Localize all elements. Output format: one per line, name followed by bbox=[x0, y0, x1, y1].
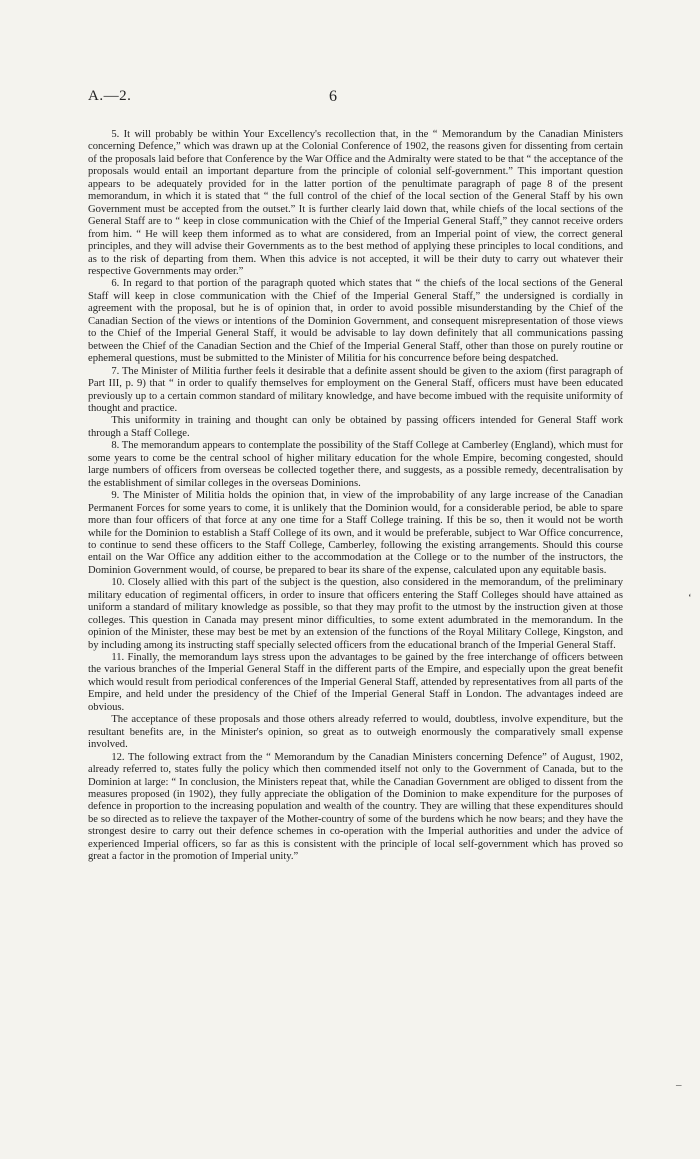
paragraph-9: 9. The Minister of Militia holds the opinion that, in view of the improbability of any large increase of the Canadian Permanent Forces for some years to come, it is unlikely that the Dominion would, for a considerable period, be able to spare more than four officers of that force at any one time for a Staff College training. If this be so, then it would not be worth while for the Dominion to establish a Staff College of its own, and it would be preferable, subject to War Office concurrence, to continue to send these officers to the Staff College, Camberley, following the existing arrangements. Should this course entail on the War Office any addition either to the accommodation at the College or to the number of the instructors, the Dominion Government would, of course, be prepared to bear its share of the expense, calculated upon any equitable basis. bbox=[88, 490, 623, 576]
paragraph-5: 5. It will probably be within Your Excellency's recollection that, in the “ Memorandum by the Canadian Ministers concerning Defence,” which was drawn up at the Colonial Conference of 1902, the reasons given for dissenting from certain of the proposals laid before that Conference by the War Office and the Admiralty were stated to be that “ the acceptance of the proposals would entail an important departure from the principle of colonial self-government.” This important question appears to be adequately provided for in the latter portion of the penultimate paragraph of page 8 of the present memorandum, in which it is stated that “ the full control of the chief of the local section of the General Staff by his own Government must be accepted from the outset.” It is further clearly laid down that, while chiefs of the local sections of the General Staff are to “ keep in close communication with the Chief of the Imperial General Staff,” they cannot receive orders from him. “ He will keep them informed as to what are considered, from an Imperial point of view, the correct general principles, and they will advise their Governments as to the best method of applying these principles to local conditions, and as to the risk of departing from them. When this advice is not accepted, it will be their duty to carry out whatever their respective Governments may order.” bbox=[88, 129, 623, 277]
paragraph-10: 10. Closely allied with this part of the subject is the question, also considered in the memorandum, of the preliminary military education of regimental officers, in order to insure that officers entering the Staff Colleges should have attained as uniform a standard of military knowledge as possible, so that they may profit to the utmost by the instruction given at those colleges. This question in Canada may present minor difficulties, to some extent adumbrated in the memorandum. In the opinion of the Minister, these may best be met by an extension of the functions of the Royal Military College, Kingston, and by including among its instructing staff specially selected officers from the educational branch of the Imperial General Staff. bbox=[88, 577, 623, 651]
paragraph-7: 7. The Minister of Militia further feels it desirable that a definite assent should be given to the axiom (first paragraph of Part III, p. 9) that “ in order to qualify themselves for employment on the General Staff, officers must have been educated previously up to a certain common standard of military knowledge, and have become imbued with the requisite uniformity of thought and practice. bbox=[88, 365, 623, 414]
margin-mark: ‘ bbox=[688, 592, 692, 604]
paragraph-11: 11. Finally, the memorandum lays stress upon the advantages to be gained by the free interchange of officers between the various branches of the Imperial General Staff in the different parts of the Empire, and especially upon the great benefit which would result from periodical conferences of the Imperial General Staff, attended by representatives from all parts of the Empire, and held under the presidency of the Chief of the Imperial General Staff in London. The advantages indeed are obvious. bbox=[88, 652, 623, 713]
page-header bbox=[88, 88, 608, 108]
paragraph-12: 12. The following extract from the “ Memorandum by the Canadian Ministers concerning Defence” of August, 1902, already referred to, states fully the policy which then commended itself not only to the Government of Canada, but to the Dominion at large: “ In conclusion, the Ministers repeat that, while the Canadian Government are obliged to dissent from the measures proposed (in 1902), they fully appreciate the obligation of the Dominion to make expenditure for the purposes of defence in proportion to the increasing population and wealth of the country. They are willing that these expenditures should be so directed as to relieve the taxpayer of the Mother-country of some of the burdens which he now bears; and they have the strongest desire to carry out their defence schemes in co-operation with the Imperial authorities and under the advice of experienced Imperial officers, so far as this is consistent with the principle of local self-government which has proved so great a factor in the promotion of Imperial unity.” bbox=[88, 751, 623, 863]
document-reference: A.—2. bbox=[88, 88, 132, 104]
margin-mark: – bbox=[676, 1079, 682, 1091]
document-body bbox=[88, 129, 623, 864]
paragraph-7-continued: This uniformity in training and thought can only be obtained by passing officers intended for General Staff work through a Staff College. bbox=[88, 415, 623, 439]
paragraph-11-continued: The acceptance of these proposals and those others already referred to would, doubtless, involve expenditure, but the resultant benefits are, in the Minister's opinion, so great as to outweigh enormously the comparatively small expense involved. bbox=[88, 714, 623, 751]
paragraph-6: 6. In regard to that portion of the paragraph quoted which states that “ the chiefs of the local sections of the General Staff will keep in close communication with the Chief of the Imperial General Staff,” the undersigned is cordially in agreement with the proposal, but he is of opinion that, in order to avoid possible misunderstanding by the Chief of the Canadian Section of the views or intentions of the Dominion Government, and consequent misrepresentation of those views to the Chief of the Imperial General Staff, it would be advisable to lay down definitely that all communications passing between the Chief of the Canadian Section and the Chief of the Imperial General Staff, other than those on purely routine or ephemeral questions, must be submitted to the Minister of Militia for his concurrence before being despatched. bbox=[88, 278, 623, 365]
page-number: 6 bbox=[329, 88, 337, 105]
paragraph-8: 8. The memorandum appears to contemplate the possibility of the Staff College at Camberley (England), which must for some years to come be the central school of higher military education for the whole Empire, becoming congested, should large numbers of officers from overseas be collected together there, and suggests, as a possible remedy, decentralisation by the establishment of similar colleges in the overseas Dominions. bbox=[88, 440, 623, 489]
